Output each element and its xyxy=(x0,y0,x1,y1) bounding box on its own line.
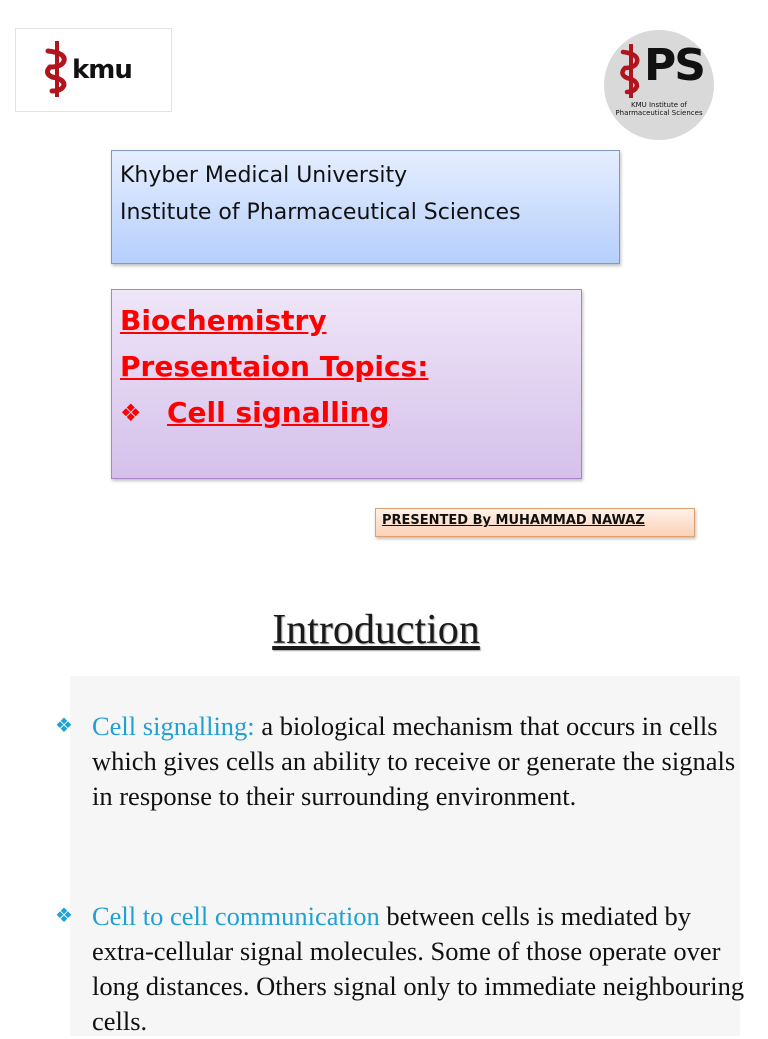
introduction-title: Introduction xyxy=(272,607,480,653)
institute-name: Institute of Pharmaceutical Sciences xyxy=(120,200,521,225)
topic-item xyxy=(120,390,573,436)
diamond-bullet-icon: ❖ xyxy=(55,905,73,927)
intro-point-2-text: between cells is mediated by extra-cellular signal molecules. Some of those operate over long distances. Others signal only to immediate neighbouring cells. xyxy=(92,901,745,1036)
presented-by-label: PRESENTED By MUHAMMAD NAWAZ xyxy=(375,508,695,537)
ips-logo xyxy=(604,30,714,140)
kmu-logo xyxy=(15,28,172,112)
subject-title: Biochemistry xyxy=(120,304,327,337)
diamond-bullet-icon: ❖ xyxy=(120,399,142,427)
ips-emblem-icon xyxy=(619,42,643,100)
university-name: Khyber Medical University xyxy=(120,163,408,188)
diamond-bullet-icon: ❖ xyxy=(55,715,73,737)
ips-logo-text: PS xyxy=(644,40,704,91)
kmu-logo-text: kmu xyxy=(72,55,132,85)
intro-point-1-term: Cell signalling: xyxy=(92,711,255,741)
kmu-emblem-icon xyxy=(42,39,72,99)
university-box xyxy=(111,150,620,264)
topics-heading: Presentaion Topics: xyxy=(120,350,429,383)
topic-box xyxy=(111,289,582,479)
intro-point-1-text: a biological mechanism that occurs in cells which gives cells an ability to receive or generate the signals in response to their surrounding environment. xyxy=(92,711,736,811)
intro-point-1 xyxy=(55,709,752,814)
intro-point-2-term: Cell to cell communication xyxy=(92,901,380,931)
topic-item-text: Cell signalling xyxy=(167,396,390,429)
intro-point-2 xyxy=(55,899,752,1039)
introduction-slide xyxy=(0,556,768,1036)
ips-logo-subtitle: KMU Institute of Pharmaceutical Sciences xyxy=(615,101,703,117)
